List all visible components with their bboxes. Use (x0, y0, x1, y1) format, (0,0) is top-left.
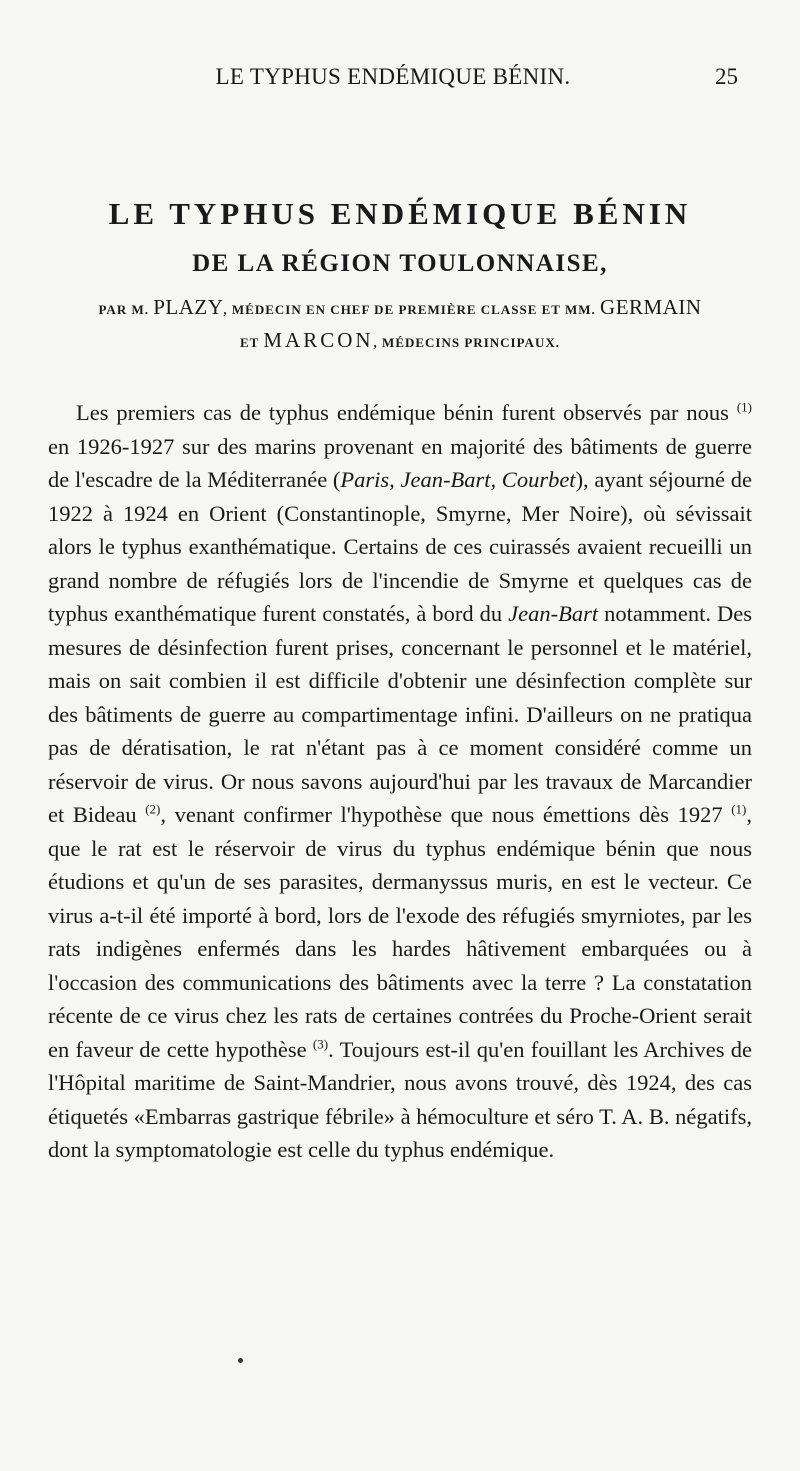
article-title: LE TYPHUS ENDÉMIQUE BÉNIN (108, 196, 692, 231)
footnote-ref-1-repeat: (1) (731, 801, 747, 817)
footnote-ref-1: (1) (736, 399, 752, 415)
article-body (48, 396, 752, 1167)
footnote-ref-2: (2) (145, 801, 161, 817)
body-paragraph (48, 396, 752, 1167)
page-number: 25 (715, 64, 738, 89)
body-text-segment: , venant confirmer l'hypothèse que nous émettions dès 1927 (160, 802, 732, 827)
running-head-title: LE TYPHUS ENDÉMIQUE BÉNIN. (215, 64, 571, 89)
author-plazy: PLAZY (153, 295, 224, 319)
running-head (48, 62, 738, 92)
body-text-segment: notamment. Des mesures de désinfection furent prises, concernant le personnel et le matériel, mais on sait combien il est difficile d'obtenir une désinfection complète sur des bâtiments de guerre au compartimentage infini. D'ailleurs on ne pratiqua pas de dératisation, le rat n'étant pas à ce moment considéré comme un réservoir de virus. Or nous savons aujourd'hui par les travaux de Marcandier et Bideau (48, 601, 752, 827)
byline-role-2: , MÉDECINS PRINCIPAUX. (373, 335, 560, 350)
body-text-segment: . Toujours est-il qu'en fouillant les Archives de l'Hôpital maritime de Saint-Mandrier, nous avons trouvé, dès 1924, des cas étiquetés «Embarras gastrique fébrile» à hémoculture et séro T. A. B. négatifs, dont la symptomatologie est celle du typhus endémique. (48, 1036, 753, 1162)
ship-names: Paris, Jean-Bart, Courbet (340, 467, 576, 492)
body-text-segment: ), ayant séjourné de 1922 à 1924 en Orient (Constantinople, Smyrne, Mer Noire), où sévissait alors le typhus exanthématique. Certains de ces cuirassés avaient recueilli un grand nombre de réfugiés lors de l'incendie de Smyrne et quelques cas de typhus exanthématique furent constatés, à bord du (48, 467, 752, 626)
body-text-segment: en 1926-1927 sur des marins provenant en majorité des bâtiments de guerre de l'escadre de la Méditerranée ( (48, 433, 752, 492)
body-text-segment: Les premiers cas de typhus endémique bénin furent observés par nous (76, 400, 737, 425)
article-subtitle: DE LA RÉGION TOULONNAISE, (192, 250, 608, 277)
author-marcon: MARCON (263, 328, 374, 352)
byline (48, 292, 752, 358)
author-germain: GERMAIN (600, 295, 702, 319)
byline-role-1: , MÉDECIN EN CHEF DE PREMIÈRE CLASSE ET MM. (223, 302, 596, 317)
byline-connector: ET (240, 335, 260, 350)
footnote-ref-3: (3) (312, 1036, 329, 1051)
ship-name-jean-bart: Jean-Bart (508, 601, 599, 626)
print-speck (238, 1358, 243, 1363)
byline-prefix: PAR M. (98, 302, 149, 317)
article-heading (48, 192, 752, 358)
body-text-segment: , que le rat est le réservoir de virus du typhus endémique bénin que nous étudions et qu'un de ses parasites, dermanyssus muris, en est le vecteur. Ce virus a-t-il été importé à bord, lors de l'exode des réfugiés smyrniotes, par les rats indigènes enfermés dans les hardes hâtivement embarquées ou à l'occasion des communications des bâtiments avec la terre ? La constatation récente de ce virus chez les rats de certaines contrées du Proche-Orient serait en faveur de cette hypothèse (48, 802, 752, 1062)
